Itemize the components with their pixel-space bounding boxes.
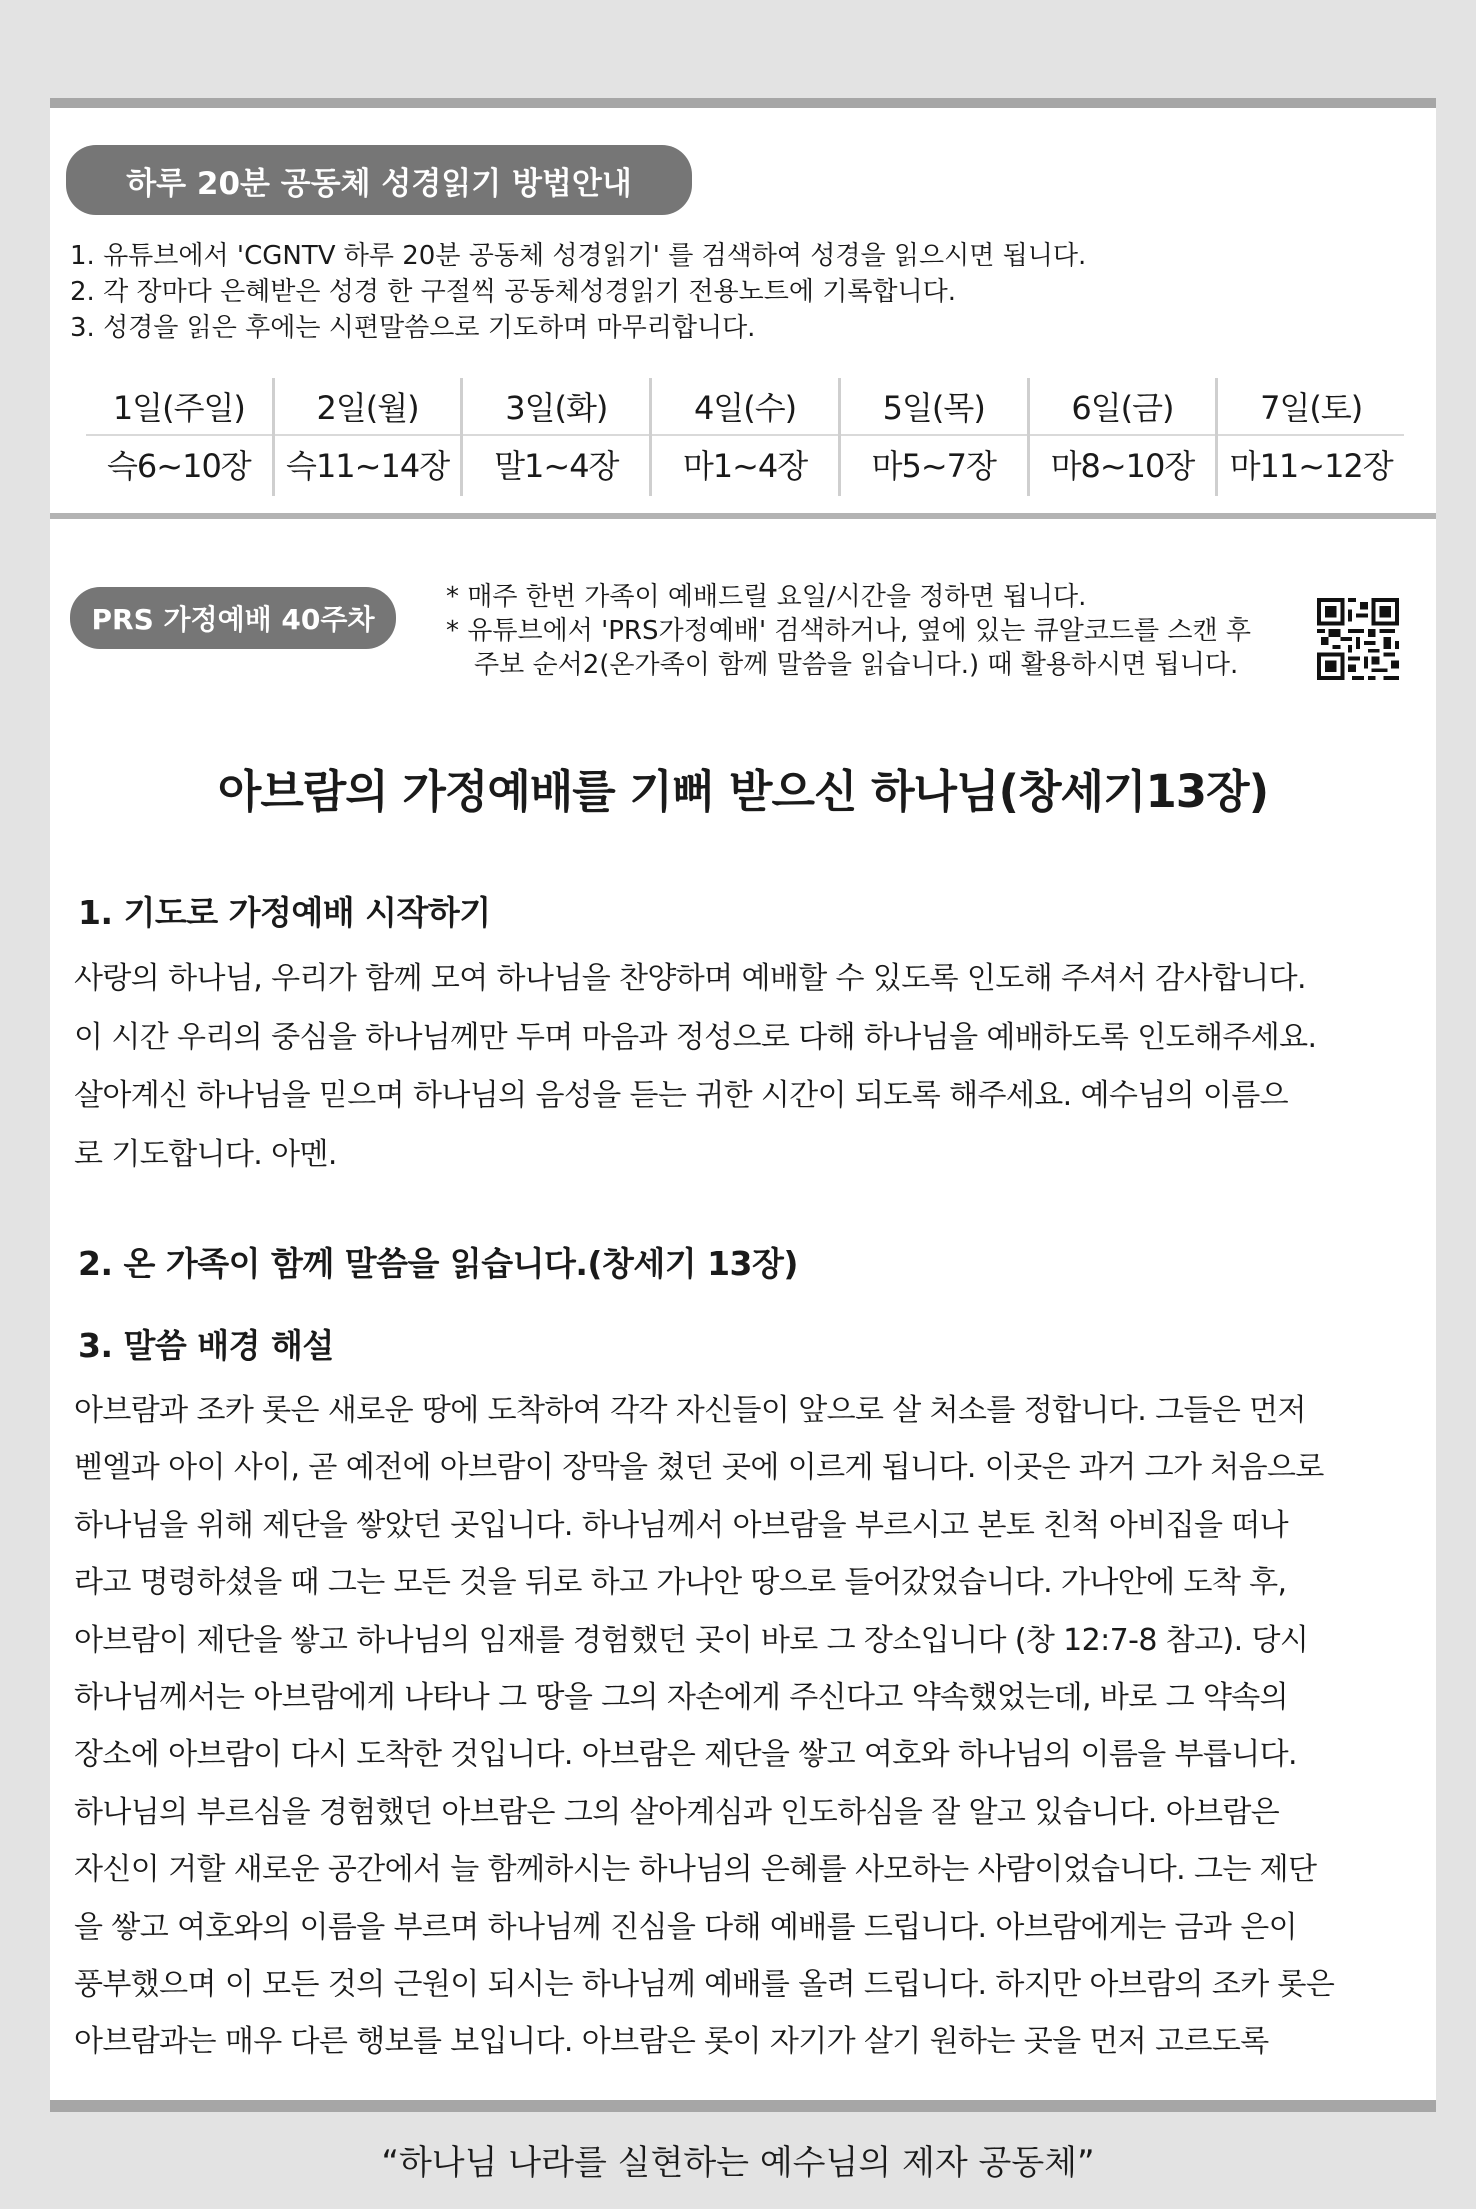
schedule-range: 마5~7장 [841, 434, 1027, 492]
schedule-day: 1일(주일) [112, 389, 245, 427]
schedule-day: 4일(수) [693, 389, 797, 427]
section-divider [50, 513, 1436, 519]
paragraph-line: 을 쌓고 여호와의 이름을 부르며 하나님께 진심을 다해 예배를 드립니다. 아브람에게는 금과 은이 [74, 1909, 1297, 1945]
paragraph-line: 하나님을 위해 제단을 쌓았던 곳입니다. 하나님께서 아브람을 부르시고 본토 친척 아비집을 떠나 [74, 1507, 1289, 1543]
section-heading-reading: 2. 온 가족이 함께 말씀을 읽습니다.(창세기 13장) [78, 1244, 798, 1283]
bottom-divider [50, 2100, 1436, 2112]
schedule-day: 3일(화) [505, 389, 608, 427]
reading-schedule-table [86, 378, 1404, 496]
paragraph-line: 하나님의 부르심을 경험했던 아브람은 그의 살아계심과 인도하심을 잘 알고 있습니다. 아브람은 [74, 1794, 1280, 1830]
schedule-day: 2일(월) [316, 389, 419, 427]
schedule-range: 마11~12장 [1218, 434, 1404, 492]
paragraph-line: 아브람과는 매우 다른 행보를 보입니다. 아브람은 롯이 자기가 살기 원하는 곳을 먼저 고르도록 [74, 2024, 1269, 2060]
schedule-column [275, 378, 464, 496]
schedule-range: 슥11~14장 [275, 434, 461, 492]
schedule-column [1030, 378, 1219, 496]
footer-motto: “하나님 나라를 실현하는 예수님의 제자 공동체” [381, 2143, 1095, 2183]
paragraph-line: 장소에 아브람이 다시 도착한 것입니다. 아브람은 제단을 쌓고 여호와 하나님의 이름을 부릅니다. [74, 1737, 1297, 1773]
paragraph-line: 사랑의 하나님, 우리가 함께 모여 하나님을 찬양하며 예배할 수 있도록 인도해 주셔서 감사합니다. [74, 961, 1306, 996]
schedule-range: 말1~4장 [463, 434, 649, 492]
schedule-range: 마8~10장 [1030, 434, 1216, 492]
paragraph-line: 이 시간 우리의 중심을 하나님께만 두며 마음과 정성으로 다해 하나님을 예배하도록 인도해주세요. [74, 1019, 1317, 1055]
schedule-column [86, 378, 275, 496]
paragraph-line: 라고 명령하셨을 때 그는 모든 것을 뒤로 하고 가나안 땅으로 들어갔었습니다. 가나안에 도착 후, [74, 1565, 1287, 1601]
schedule-day: 7일(토) [1260, 389, 1363, 427]
paragraph-line: 자신이 거할 새로운 공간에서 늘 함께하시는 하나님의 은혜를 사모하는 사람이었습니다. 그는 제단 [74, 1852, 1317, 1888]
prs-note: * 유튜브에서 'PRS가정예배' 검색하거나, 옆에 있는 큐알코드를 스캔 후 [446, 616, 1251, 646]
schedule-column [652, 378, 841, 496]
schedule-day: 5일(목) [882, 389, 985, 427]
paragraph-line: 하나님께서는 아브람에게 나타나 그 땅을 그의 자손에게 주신다고 약속했었는데, 바로 그 약속의 [74, 1679, 1289, 1715]
schedule-range: 슥6~10장 [86, 434, 272, 492]
paragraph-line: 로 기도합니다. 아멘. [74, 1136, 337, 1172]
background-paragraph [74, 1382, 1434, 2071]
schedule-column [463, 378, 652, 496]
schedule-day: 6일(금) [1071, 389, 1174, 427]
prs-note: 주보 순서2(온가족이 함께 말씀을 읽습니다.) 때 활용하시면 됩니다. [474, 650, 1239, 680]
instruction-item: 2. 각 장마다 은혜받은 성경 한 구절씩 공동체성경읽기 전용노트에 기록합니다. [70, 277, 957, 307]
prs-note: * 매주 한번 가족이 예배드릴 요일/시간을 정하면 됩니다. [446, 582, 1087, 612]
paragraph-line: 아브람과 조카 롯은 새로운 땅에 도착하여 각각 자신들이 앞으로 살 처소를 정합니다. 그들은 먼저 [74, 1393, 1306, 1428]
reading-instructions [70, 238, 1410, 346]
paragraph-line: 살아계신 하나님을 믿으며 하나님의 음성을 듣는 귀한 시간이 되도록 해주세요. 예수님의 이름으 [74, 1078, 1289, 1114]
qr-code-icon[interactable] [1314, 598, 1402, 680]
prayer-paragraph [74, 950, 1434, 1184]
instruction-item: 1. 유튜브에서 'CGNTV 하루 20분 공동체 성경읽기' 를 검색하여 성경을 읽으시면 됩니다. [70, 241, 1087, 271]
schedule-range: 마1~4장 [652, 434, 838, 492]
reading-guide-title: 하루 20분 공동체 성경읽기 방법안내 [66, 145, 692, 215]
instruction-item: 3. 성경을 읽은 후에는 시편말씀으로 기도하며 마무리합니다. [70, 313, 756, 343]
paragraph-line: 벧엘과 아이 사이, 곧 예전에 아브람이 장막을 쳤던 곳에 이르게 됩니다. 이곳은 과거 그가 처음으로 [74, 1450, 1324, 1486]
prs-notes [446, 580, 1306, 682]
section-heading-background: 3. 말씀 배경 해설 [78, 1326, 334, 1365]
schedule-column [841, 378, 1030, 496]
paragraph-line: 아브람이 제단을 쌓고 하나님의 임재를 경험했던 곳이 바로 그 장소입니다 (창 12:7-8 참고). 당시 [74, 1622, 1309, 1658]
paragraph-line: 풍부했으며 이 모든 것의 근원이 되시는 하나님께 예배를 올려 드립니다. 하지만 아브람의 조카 롯은 [74, 1966, 1335, 2002]
top-divider [50, 98, 1436, 108]
prs-week-badge: PRS 가정예배 40주차 [70, 587, 396, 649]
sermon-title: 아브람의 가정예배를 기뻐 받으신 하나님(창세기13장) [217, 765, 1269, 818]
section-heading-prayer: 1. 기도로 가정예배 시작하기 [78, 893, 491, 932]
schedule-column [1218, 378, 1404, 496]
